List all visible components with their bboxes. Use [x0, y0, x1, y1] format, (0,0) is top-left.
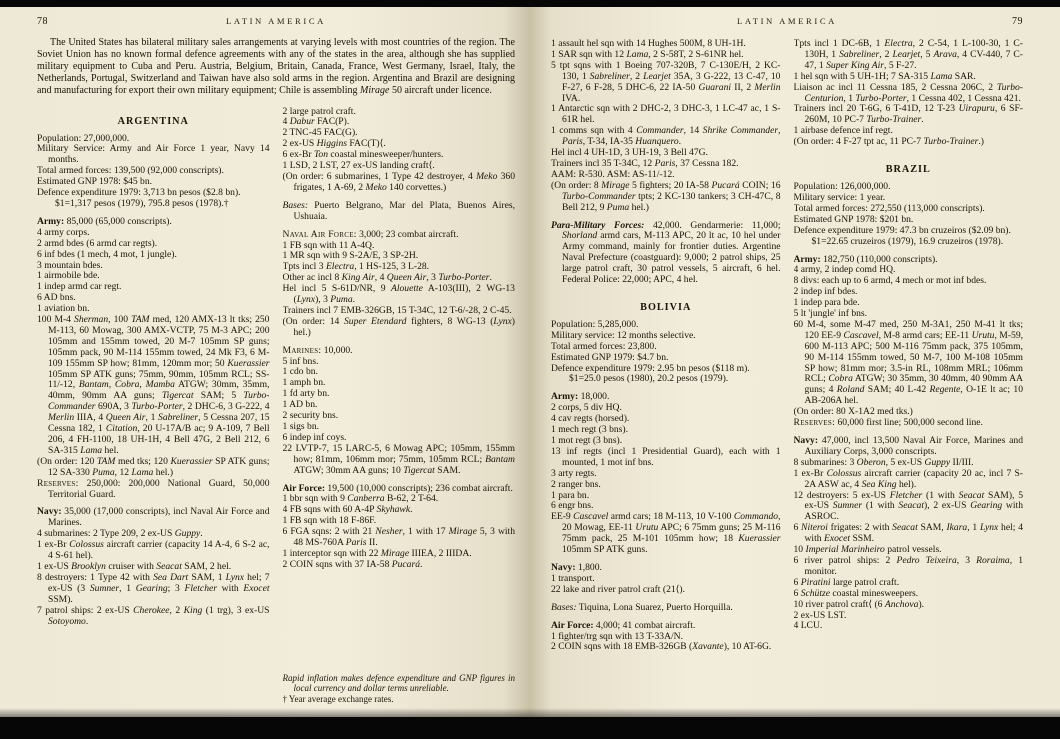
entry-line: (On order: 120 TAM med tks; 120 Kuerassier SP ATK guns; 12 SA-330 Puma, 12 Lama hel.) — [37, 455, 270, 478]
entry-line: 2 COIN sqns with 37 IA-58 Pucará. — [282, 558, 423, 570]
entry-line: Population: 5,285,000. — [551, 318, 639, 330]
entry-line: Tpts incl 1 DC-6B, 1 Electra, 2 C-54, 1 L-100-30, 1 C-130H, 1 Sabreliner, 2 Learjet, 5 Arava, 4 CV-440, 7 C-47, 1 Super King Air, 5 F-27. — [793, 39, 1023, 71]
entry-line: 60 M-4, some M-47 med, 250 M-3A1, 250 M-41 lt tks; 120 EE-9 Cascavel, M-8 armd cars; EE-11 Urutu, M-59, 600 M-113 APC; 500 M-116 75mm pack, 375 105mm, 90 M-114 155mm towed, 50 M-7, 100 M-108 105mm SP how; 81mm mor; 3.5-in RL, 108mm MRL; 106mm RCL; Cobra ATGW; 30 35mm, 30 40mm, 40 90mm AA guns; 4 Roland SAM; 40 L-42 Regente, O-1E lt ac; 10 AB-206A hel. — [793, 318, 1023, 407]
entry-line: 1 bbr sqn with 9 Canberra B-62, 2 T-64. — [282, 493, 439, 505]
entry-line: Military Service: Army and Air Force 1 year, Navy 14 months. — [37, 143, 270, 166]
entry-line: 1 LSD, 2 LST, 27 ex-US landing craft⟨. — [282, 160, 435, 172]
country-heading: BOLIVIA — [640, 301, 692, 313]
entry-line: 1 Antarctic sqn with 2 DHC-2, 3 DHC-3, 1 LC-47 ac, 1 S-61R hel. — [551, 103, 781, 126]
entry-line: 4 cav regts (horsed). — [551, 413, 630, 425]
entry-line: $1=25.0 pesos (1980), 20.2 pesos (1979). — [569, 373, 729, 385]
entry-line: 2 armd bdes (6 armd car regts). — [37, 237, 158, 249]
country-heading: BRAZIL — [885, 164, 931, 176]
footnote-line: Rapid inflation makes defence expenditure and GNP figures in local currency and dollar terms unreliable. — [282, 672, 515, 693]
footnote-line: † Year average exchange rates. — [282, 693, 394, 704]
entry-line: 1 AD bn. — [282, 399, 318, 411]
entry-line: (On order: 8 Mirage 5 fighters; 20 IA-58 Pucará COIN; 16 Turbo-Commander tpts; 2 KC-130 tankers; 3 CH-47C, 8 Bell 212, 9 Puma hel.) — [551, 179, 781, 213]
entry-line: (On order: 4 F-27 tpt ac, 11 PC-7 Turbo-Trainer.) — [793, 136, 984, 148]
entry-line: 22 LVTP-7, 15 LARC-5, 6 Mowag APC; 105mm, 155mm how; 81mm, 106mm mor; 75mm, 105mm RCL; Bantam ATGW; 30mm AA guns; 10 Tigercat SAM. — [282, 442, 515, 476]
right-page-header — [551, 16, 1023, 27]
entry-line: 1 assault hel sqn with 14 Hughes 500M, 8 UH-1H. — [551, 39, 746, 49]
spacer — [283, 571, 516, 673]
entry-line: 6 river patrol ships: 2 Pedro Teixeira, 3 Roraima, 1 monitor. — [793, 554, 1023, 577]
entry-line: 2 ex-US LST. — [793, 609, 847, 621]
entry-line: Marines: 10,000. — [282, 344, 353, 356]
entry-line: Tpts incl 3 Electra, 1 HS-125, 3 L-28. — [282, 261, 430, 273]
entry-line: 2 COIN sqns with 18 EMB-326GB (Xavante), 10 AT-6G. — [551, 641, 772, 653]
entry-line: 6 Schütze coastal minesweepers. — [793, 587, 919, 599]
entry-line: 10 river patrol craft⟨ (6 Anchova). — [793, 598, 925, 610]
country-heading: ARGENTINA — [117, 115, 189, 127]
entry-line: 1 hel sqn with 5 UH-1H; 7 SA-315 Lama SAR. — [793, 70, 976, 82]
entry-line: Navy: 47,000, incl 13,500 Naval Air Force, Marines and Auxiliary Corps, 3,000 conscripts. — [793, 435, 1023, 457]
page-number-left: 78 — [37, 16, 48, 27]
page-spread — [0, 7, 1060, 717]
entry-line: Military service: 12 months selective. — [551, 329, 696, 341]
entry-line: 2 TNC-45 FAC(G). — [282, 127, 358, 139]
entry-line: 1 SAR sqn with 12 Lama, 2 S-58T, 2 S-61NR hel. — [551, 48, 744, 60]
entry-line: 1 fighter/trg sqn with 13 T-33A/N. — [551, 630, 684, 642]
entry-line: 1 transport. — [551, 572, 595, 584]
right-page-col2 — [794, 39, 1024, 704]
right-page-columns — [551, 39, 1023, 704]
entry-line: Trainers incl 20 T-6G, 6 T-41D, 12 T-23 Uirapuru, 6 SF-260M, 10 PC-7 Turbo-Trainer. — [793, 103, 1023, 126]
entry-line: 4 army corps. — [37, 226, 90, 238]
entry-line: 6 Niteroi frigates: 2 with Seacat SAM, Ikara, 1 Lynx hel; 4 with Exocet SSM. — [793, 522, 1023, 545]
entry-line: Estimated GNP 1979: $4.7 bn. — [551, 351, 669, 363]
left-page — [0, 7, 530, 717]
entry-line: 1 ex-Br Colossus aircraft carrier (capacity 20 ac, incl 7 S-2A ASW ac, 4 Sea King hel). — [793, 467, 1023, 490]
entry-line: 1 ex-US Brooklyn cruiser with Seacat SAM, 2 hel. — [37, 560, 232, 572]
entry-line: 1 MR sqn with 9 S-2A/E, 3 SP-2H. — [282, 250, 419, 262]
entry-line: Total armed forces: 23,800. — [551, 340, 657, 352]
entry-line: 1 FB sqn with 11 A-4Q. — [282, 239, 375, 251]
entry-line: Naval Air Force: 3,000; 23 combat aircraft. — [282, 228, 459, 240]
entry-line: 1 mot regt (3 bns). — [551, 435, 623, 446]
entry-line: 3 arty regts. — [551, 467, 597, 479]
right-page-col1 — [551, 39, 781, 704]
entry-line: 1 mech regt (3 bns). — [551, 424, 628, 436]
entry-line: 6 engr bns. — [551, 500, 594, 512]
right-page — [530, 7, 1060, 717]
entry-line: 4 army, 2 indep comd HQ. — [793, 264, 896, 276]
entry-line: 5 lt 'jungle' inf bns. — [793, 308, 868, 320]
entry-line: 1 comms sqn with 4 Commander, 14 Shrike Commander, Paris, T-34, IA-35 Huanquero. — [551, 125, 781, 148]
entry-line: 7 patrol ships: 2 ex-US Cherokee, 2 King (1 trg), 3 ex-US Sotoyomo. — [37, 604, 270, 627]
entry-line: 1 interceptor sqn with 22 Mirage IIIEA, 2 IIIDA. — [282, 547, 472, 559]
entry-line: 5 tpt sqns with 1 Boeing 707-320B, 7 C-130E/H, 2 KC-130, 1 Sabreliner, 2 Learjet 35A, 3 G-222, 13 C-47, 10 F-27, 6 F-28, 5 DHC-6, 22 IA-50 Guarani II, 2 Merlin IVA. — [551, 59, 781, 104]
left-page-columns — [37, 107, 515, 704]
left-page-col1 — [37, 107, 270, 704]
entry-line: 2 corps, 5 div HQ. — [551, 402, 622, 414]
entry-line: Total armed forces: 139,500 (92,000 conscripts). — [37, 165, 224, 177]
entry-line: Military service: 1 year. — [793, 191, 886, 203]
left-page-header — [37, 16, 515, 27]
entry-line: 4 LCU. — [793, 620, 823, 632]
entry-line: 4 Dabur FAC(P). — [282, 116, 350, 128]
entry-line: 6 ex-Br Ton coastal minesweeper/hunters. — [282, 149, 444, 161]
entry-line: 6 Piratini large patrol craft. — [793, 576, 900, 588]
entry-line: AAM: R-530. ASM: AS-11/-12. — [551, 168, 675, 180]
entry-line: Air Force: 4,000; 41 combat aircraft. — [551, 619, 696, 631]
left-page-col2 — [283, 107, 516, 704]
entry-line: 1 amph bn. — [282, 377, 326, 389]
running-head-left: LATIN AMERICA — [226, 16, 326, 26]
entry-line: Army: 18,000. — [551, 391, 610, 403]
entry-line: Estimated GNP 1978: $201 bn. — [793, 213, 914, 225]
entry-line: 8 destroyers: 1 Type 42 with Sea Dart SAM, 1 Lynx hel; 7 ex-US (3 Sumner, 1 Gearing; 3 Fletcher with Exocet SSM). — [37, 571, 270, 605]
entry-line: 1 airmobile bde. — [37, 270, 100, 282]
intro-paragraph: The United States has bilateral military sales arrangements at varying levels with most countries of the region. The Soviet Union has no known formal defence agreements with any of the states in the area, although she has supplied military equipment to Cuba and Peru. Austria, Belgium, Britain, Canada, France, West Germany, Israel, Italy, the Netherlands, Portugal, Switzerland and Taiwan have also sold arms in the region. Argentina and Brazil are designing and manufacturing for export their own military equipment; Chile is assembling Mirage 50 aircraft under licence. — [37, 37, 515, 96]
entry-line: Navy: 35,000 (17,000 conscripts), incl Naval Air Force and Marines. — [37, 506, 270, 529]
entry-line: 8 divs: each up to 6 armd, 4 mech or mot inf bdes. — [793, 275, 987, 287]
entry-line: 2 ex-US Higgins FAC(T)⟨. — [282, 138, 386, 150]
entry-line: 1 FB sqn with 18 F-86F. — [282, 515, 377, 527]
entry-line: Population: 27,000,000. — [37, 132, 130, 144]
entry-line: Defence expenditure 1979: 47.3 bn cruzeiros ($2.09 bn). — [793, 224, 1011, 236]
entry-line: Trainers incl 7 EMB-326GB, 15 T-34C, 12 T-6/-28, 2 C-45. — [282, 304, 512, 316]
entry-line: 6 inf bdes (1 mech, 4 mot, 1 jungle). — [37, 248, 177, 260]
entry-line: Defence expenditure 1979: 3,713 bn pesos ($2.8 bn). — [37, 187, 241, 199]
page-number-right: 79 — [1012, 16, 1023, 27]
entry-line: Hel incl 5 S-61D/NR, 9 Alouette A-103(III), 2 WG-13 (Lynx), 3 Puma. — [282, 283, 515, 306]
entry-line: 2 ranger bns. — [551, 478, 601, 490]
entry-line: Liaison ac incl 11 Cessna 185, 2 Cessna 206C, 2 Turbo-Centurion, 1 Turbo-Porter, 1 Cessna 402, 1 Cessna 421. — [793, 81, 1023, 104]
entry-line: 6 FGA sqns: 2 with 21 Nesher, 1 with 17 Mirage 5, 3 with 48 MS-760A Paris II. — [282, 526, 515, 549]
entry-line: 1 airbase defence inf regt. — [793, 125, 893, 137]
entry-line: Army: 85,000 (65,000 conscripts). — [37, 215, 172, 227]
entry-line: 4 submarines: 2 Type 209, 2 ex-US Guppy. — [37, 528, 203, 540]
entry-line: Air Force: 19,500 (10,000 conscripts); 236 combat aircraft. — [282, 482, 513, 494]
entry-line: 12 destroyers: 5 ex-US Fletcher (1 with Seacat SAM), 5 ex-US Sumner (1 with Seacat), 2 ex-US Gearing with ASROC. — [793, 489, 1023, 523]
entry-line: Total armed forces: 272,550 (113,000 conscripts). — [793, 202, 985, 214]
entry-line: 6 indep inf coys. — [282, 431, 347, 443]
entry-line: 1 ex-Br Colossus aircraft carrier (capacity 14 A-4, 6 S-2 ac, 4 S-61 hel). — [37, 539, 270, 562]
entry-line: 8 submarines: 3 Oberon, 5 ex-US Guppy II/III. — [793, 456, 974, 468]
entry-line: 1 sigs bn. — [282, 421, 320, 432]
entry-line: 2 indep inf bdes. — [793, 286, 858, 298]
entry-line: (On order: 14 Super Etendard fighters, 8 WG-13 (Lynx) hel.) — [282, 315, 515, 338]
entry-line: Army: 182,750 (110,000 conscripts). — [793, 253, 938, 265]
entry-line: Para-Military Forces: 42,000. Gendarmerie: 11,000; Shorland armd cars, M-113 APC, 20 lt ac, 10 hel under Army command, mainly for frontier duties. Argentine Naval Prefecture (coastguard): 9,000; 2 patrol ships, 25 large patrol craft, 30 patrol vessels, 5 aircraft, 6 hel. Federal Police: 22,000; APC, 4 hel. — [551, 219, 781, 286]
entry-line: Navy: 1,800. — [551, 561, 602, 573]
entry-line: 4 FB sqns with 60 A-4P Skyhawk. — [282, 504, 413, 516]
entry-line: $1=1,317 pesos (1979), 795.8 pesos (1978).† — [55, 197, 229, 209]
entry-line: 3 mountain bdes. — [37, 259, 103, 271]
entry-line: 1 aviation bn. — [37, 303, 90, 315]
entry-line: Reserves: 250,000: 200,000 National Guard, 50,000 Territorial Guard. — [37, 477, 270, 500]
entry-line: Population: 126,000,000. — [793, 181, 891, 193]
entry-line: 100 M-4 Sherman, 100 TAM med, 120 AMX-13 lt tks; 250 M-113, 60 Mowag, 300 AMX-VCTP, 75 M-3 APC; 200 105mm and 155mm towed, 20 M-7 105mm SP guns; 105mm pack, 90 M-114 155mm towed, 24 Mk F3, 6 M-109 155mm SP how; 81mm, 120mm mor; 50 Kuerassier 105mm SP ATK guns; 75mm, 90mm, 105mm RCL; SS-11/-12, Bantam, Cobra, Mamba ATGW; 30mm, 35mm, 40mm, 90mm AA guns; Tigercat SAM; 5 Turbo-Commander 690A, 3 Turbo-Porter, 2 DHC-6, 3 G-222, 4 Merlin IIIA, 4 Queen Air, 1 Sabreliner, 5 Cessna 207, 15 Cessna 182, 1 Citation, 20 U-17A/B ac; 9 A-109, 7 Bell 206, 4 FH-1100, 18 UH-1H, 4 Bell 47G, 2 Bell 212, 6 SA-315 Lama hel. — [37, 314, 270, 456]
entry-line: $1=22.65 cruzeiros (1979), 16.9 cruzeiros (1978). — [811, 235, 1004, 247]
entry-line: 5 inf bns. — [282, 355, 319, 367]
entry-line: 1 para bn. — [551, 489, 590, 501]
entry-line: 6 AD bns. — [37, 292, 76, 304]
entry-line: 1 indep armd car regt. — [37, 281, 122, 293]
entry-line: (On order: 6 submarines, 1 Type 42 destroyer, 4 Meko 360 frigates, 1 A-69, 2 Meko 140 corvettes.) — [282, 170, 515, 193]
entry-line: 2 security bns. — [282, 410, 339, 422]
entry-line: 22 lake and river patrol craft (21⟨). — [551, 583, 685, 595]
entry-line: Reserves: 60,000 first line; 500,000 second line. — [793, 417, 983, 429]
spacer — [551, 286, 781, 293]
running-head-right: LATIN AMERICA — [737, 16, 837, 26]
entry-line: 13 inf regts (incl 1 Presidential Guard), each with 1 mounted, 1 mot inf bns. — [551, 445, 781, 468]
entry-line: (On order: 80 X-1A2 med tks.) — [793, 406, 913, 418]
entry-line: 1 fd arty bn. — [282, 388, 330, 400]
entry-line: 10 Imperial Marinheiro patrol vessels. — [793, 544, 942, 556]
entry-line: Estimated GNP 1978: $45 bn. — [37, 176, 153, 188]
entry-line: Trainers incl 35 T-34C, 12 Paris, 37 Cessna 182. — [551, 157, 739, 169]
entry-line: Bases: Puerto Belgrano, Mar del Plata, Buenos Aires, Ushuaia. — [282, 199, 515, 222]
entry-line: 2 large patrol craft. — [282, 106, 356, 117]
entry-line: Other ac incl 8 King Air, 4 Queen Air, 3 Turbo-Porter. — [282, 272, 492, 284]
entry-line: EE-9 Cascavel armd cars; 18 M-113, 10 V-100 Commando, 20 Mowag, EE-11 Urutu APC; 6 75mm guns; 25 M-116 75mm pack, 25 M-101 105mm how; 18 Kuerassier 105mm SP ATK guns. — [551, 511, 781, 556]
entry-line: Bases: Tiquina, Lona Suarez, Puerto Horquilla. — [551, 601, 733, 613]
entry-line: Hel incl 4 UH-1D, 3 UH-19, 3 Bell 47G. — [551, 147, 708, 159]
entry-line: 1 cdo bn. — [282, 366, 318, 378]
entry-line: Defence expenditure 1979: 2.95 bn pesos ($118 m). — [551, 362, 750, 374]
entry-line: 1 indep para bde. — [793, 297, 860, 309]
spacer — [794, 148, 1024, 155]
